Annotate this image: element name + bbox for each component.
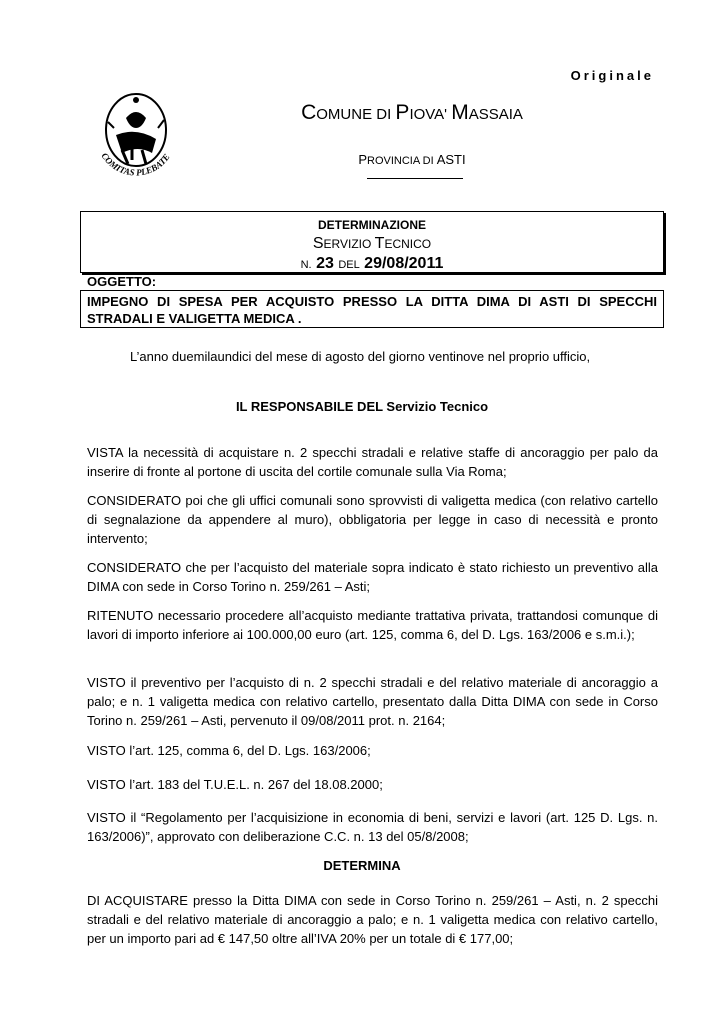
header-divider: [367, 178, 463, 179]
paragraph-visto-art183: VISTO l’art. 183 del T.U.E.L. n. 267 del 18.08.2000;: [87, 777, 383, 792]
paragraph-considerato-valigetta: CONSIDERATO poi che gli uffici comunali sono sprovvisti di valigetta medica (con relativo cartello di segnalazione da appendere al muro), obbligatoria per legge in caso di necessità e pronto intervento;: [87, 493, 658, 546]
subject-text: IMPEGNO DI SPESA PER ACQUISTO PRESSO LA DITTA DIMA DI ASTI DI SPECCHI STRADALI E VALIGETTA MEDICA .: [87, 294, 657, 326]
municipal-seal-icon: [86, 90, 186, 190]
paragraph-visto-art125: VISTO l’art. 125, comma 6, del D. Lgs. 163/2006;: [87, 743, 371, 758]
paragraph-visto-preventivo: VISTO il preventivo per l’acquisto di n. 2 specchi stradali e del relativo materiale di ancoraggio a palo; e n. 1 valigetta medica con relativo cartello, presentato dalla Ditta DIMA con sede in Corso Torino n. 259/261 – Asti, pervenuto il 09/08/2011 prot. n. 2164;: [87, 675, 658, 728]
subject-label: OGGETTO:: [87, 274, 157, 289]
paragraph-vista-necessita: VISTA la necessità di acquistare n. 2 specchi stradali e relative staffe di ancoraggio per palo da inserire di fronte al portone di uscita del cortile comunale sulla Via Roma;: [87, 445, 658, 479]
subject-box: [80, 290, 664, 328]
service-name: SERVIZIO TECNICO: [312, 235, 432, 252]
determination-label: DETERMINAZIONE: [318, 218, 426, 232]
paragraph-visto-regolamento: VISTO il “Regolamento per l’acquisizione in economia di beni, servizi e lavori (art. 125 D. Lgs. n. 163/2006)”, approvato con deliberazione C.C. n. 13 del 05/8/2008;: [87, 810, 658, 844]
province-line: PROVINCIA DI ASTI: [358, 152, 466, 167]
determina-heading: DETERMINA: [323, 858, 401, 873]
paragraph-ritenuto: RITENUTO necessario procedere all’acquisto mediante trattativa privata, trattandosi comunque di lavori di importo inferiore ai 100.000,00 euro (art. 125, comma 6, del D. Lgs. 163/2006 e s.m.i.);: [87, 608, 658, 642]
paragraph-considerato-preventivo: CONSIDERATO che per l’acquisto del materiale sopra indicato è stato richiesto un preventivo alla DIMA con sede in Corso Torino n. 259/261 – Asti;: [87, 560, 658, 594]
svg-text:COMITAS PLEBATE: [99, 151, 171, 178]
determination-box: [80, 211, 664, 273]
municipality-title: COMUNE DI PIOVA' MASSAIA: [301, 101, 523, 124]
intro-text: L’anno duemilaundici del mese di agosto del giorno ventinove nel proprio ufficio,: [130, 349, 591, 364]
determination-number: N. 23 DEL 29/08/2011: [300, 255, 444, 272]
original-label: Originale: [570, 68, 654, 83]
seal-text: COMITAS PLEBATE: [99, 150, 172, 178]
responsible-heading: IL RESPONSABILE DEL Servizio Tecnico: [235, 399, 489, 414]
paragraph-di-acquistare: DI ACQUISTARE presso la Ditta DIMA con sede in Corso Torino n. 259/261 – Asti, n. 2 specchi stradali e del relativo materiale di ancoraggio a palo; e n. 1 valigetta medica con relativo cartello, per un importo pari ad € 147,50 oltre all’IVA 20% per un totale di € 177,00;: [87, 893, 658, 946]
